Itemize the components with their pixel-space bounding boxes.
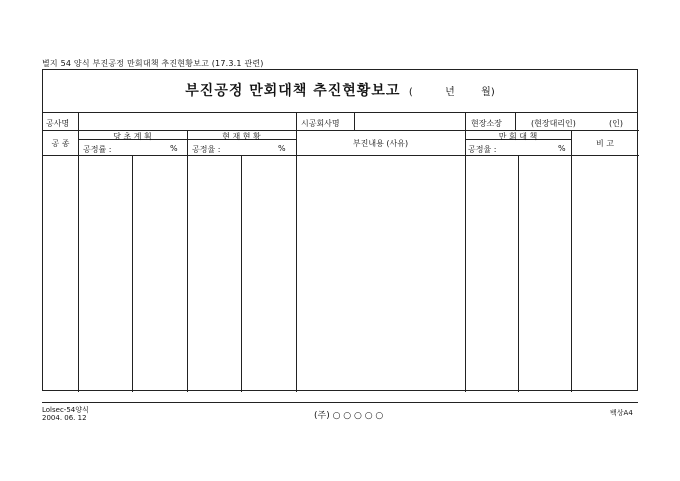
plan-progress-label: 공정률 : bbox=[83, 145, 112, 154]
footer-rule bbox=[42, 402, 638, 403]
row1-div-1 bbox=[78, 113, 79, 130]
title-period: ( 년 월) bbox=[408, 87, 495, 98]
construction-company-label: 시공회사명 bbox=[301, 119, 340, 128]
project-name-label: 공사명 bbox=[46, 119, 70, 128]
col-div-recovery bbox=[571, 130, 572, 392]
status-percent-label: % bbox=[278, 144, 286, 153]
current-status-header: 현 재 현 황 bbox=[222, 132, 261, 141]
title-row bbox=[43, 70, 637, 113]
original-plan-header: 당 초 계 획 bbox=[113, 132, 152, 141]
delay-reason-header: 부진내용 (사유) bbox=[352, 139, 409, 148]
report-form bbox=[42, 69, 638, 391]
col-div-reason bbox=[465, 130, 466, 392]
recovery-progress-label: 공정율 : bbox=[468, 145, 497, 154]
row1-div-5 bbox=[515, 113, 516, 130]
remarks-header: 비 고 bbox=[596, 139, 614, 148]
status-progress-label: 공정율 : bbox=[192, 145, 221, 154]
site-manager-label: 현장소장 bbox=[471, 119, 502, 128]
recovery-percent-label: % bbox=[558, 144, 566, 153]
site-agent-label: (현장대리인) bbox=[531, 119, 576, 128]
form-title bbox=[43, 80, 637, 100]
seal-label: (인) bbox=[609, 119, 623, 128]
col-div-plan-inner bbox=[132, 155, 133, 392]
footer-date: 2004. 06. 12 bbox=[42, 414, 87, 422]
col-div-plan bbox=[187, 130, 188, 392]
title-text: 부진공정 만회대책 추진현황보고 bbox=[185, 83, 401, 99]
plan-percent-label: % bbox=[170, 144, 178, 153]
row1-div-2 bbox=[296, 113, 297, 130]
footer-form-code: Lolsec-54양식 bbox=[42, 406, 89, 414]
col-div-worktype bbox=[78, 130, 79, 392]
footer-company: (주) ○ ○ ○ ○ ○ bbox=[314, 411, 384, 421]
form-reference-note: 별지 54 양식 부진공정 만회대책 추진현황보고 (17.3.1 관련) bbox=[42, 59, 264, 68]
col-div-status-inner bbox=[241, 155, 242, 392]
work-type-header: 공 종 bbox=[51, 139, 70, 148]
col-div-recovery-inner bbox=[518, 155, 519, 392]
row1-div-4 bbox=[465, 113, 466, 130]
footer-paper: 백상A4 bbox=[610, 409, 633, 417]
recovery-plan-header: 만 회 대 책 bbox=[498, 132, 538, 141]
col-div-status bbox=[296, 130, 297, 392]
row1-div-3 bbox=[354, 113, 355, 130]
